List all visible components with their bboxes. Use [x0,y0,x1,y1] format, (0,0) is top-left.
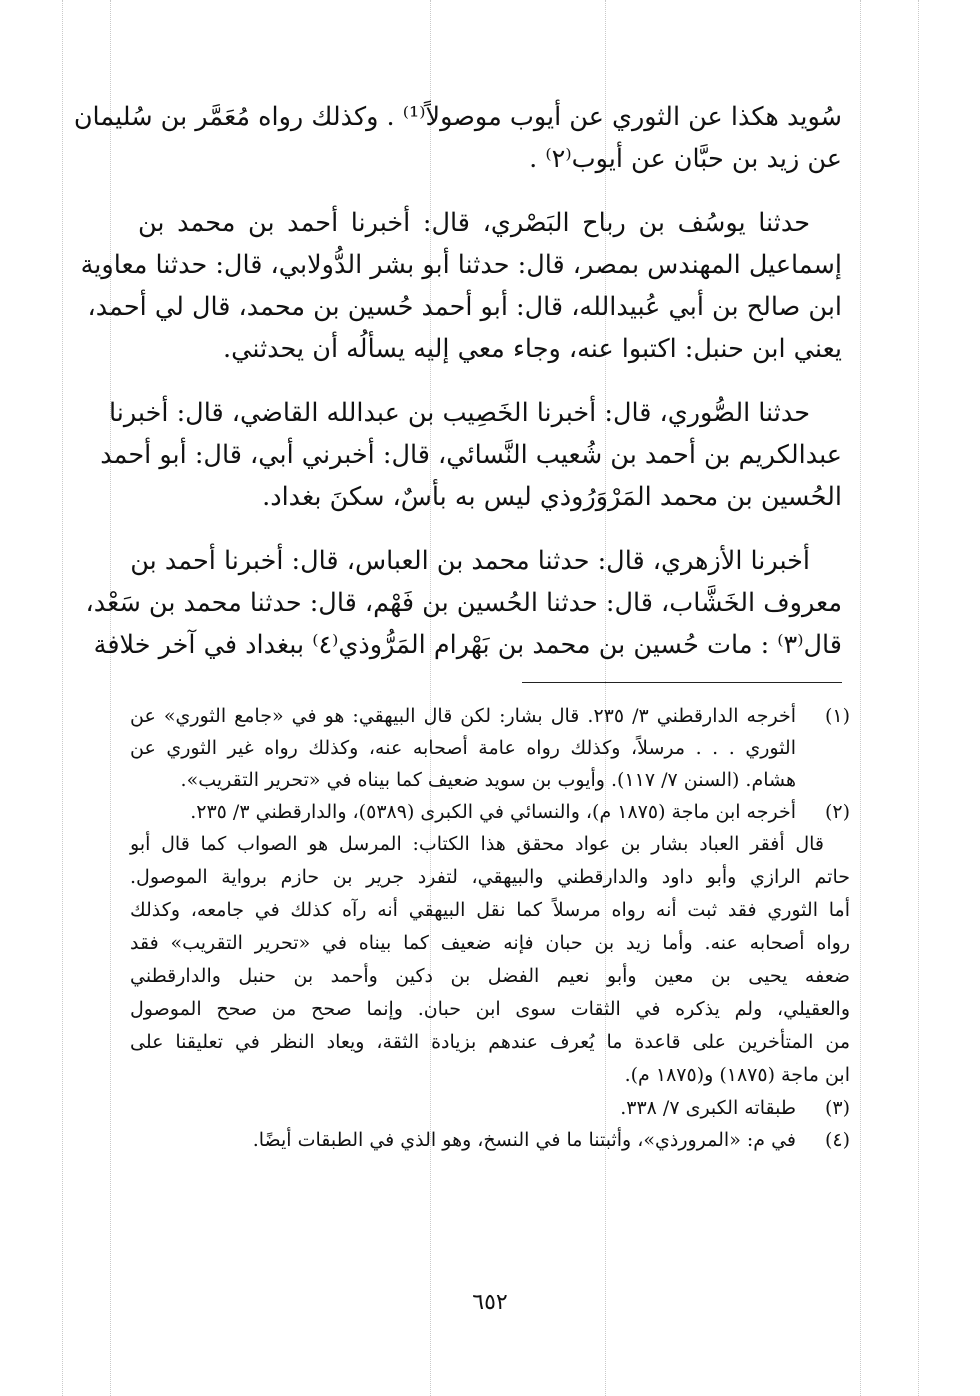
text-line: عبدالكريم بن أحمد بن شُعيب النَّسائي، قال: أخبرني أبي، قال: أبو أحمد [100,440,842,470]
scan-mark [62,0,63,1396]
footnotes [130,700,850,1156]
text-line: أخبرنا الأزهري، قال: حدثنا محمد بن العباس، قال: أخبرنا أحمد بن [130,546,810,576]
footnote-body [130,700,796,796]
footnote-line: هشام. (السنن ٧/ ١١٧). وأيوب بن سويد ضعيف كما بيناه في «تحرير التقريب». [180,769,796,791]
note-line: من المتأخرين على قاعدة ما يُعرف عندهم بزيادة الثقة، ويعاد النظر في تعليقنا على [130,1031,850,1053]
footnote-line: أخرجه ابن ماجة (١٨٧٥ م)، والنسائي في الكبرى (٥٣٨٩)، والدارقطني ٣/ ٢٣٥. [190,801,796,823]
main-text [73,96,842,688]
scan-mark [110,0,111,1396]
footnote-2 [130,796,850,828]
note-line: حاتم الرازي وأبو داود والدارقطني والبيهقي، لتفرد جرير بن حازم برواية الموصول. [130,866,850,888]
scan-mark [860,0,861,1396]
text-line: إسماعيل المهندس بمصر، قال: حدثنا أبو بشر الدُّولابي، قال: حدثنا معاوية [80,250,842,280]
paragraph [80,202,842,370]
footnote-line: أخرجه الدارقطني ٣/ ٢٣٥. قال بشار: لكن قال البيهقي: هو في «جامع الثوري» عن [130,705,796,727]
footnote-line: الثوري . . . مرسلاً، وكذلك رواه عامة أصحابه عنه، وكذلك رواه غير الثوري عن [130,737,796,759]
text-line: ابن صالح بن أبي عُبيدالله، قال: أبو أحمد حُسين بن محمد، قال لي أحمد، [87,292,842,322]
text-line: يعني ابن حنبل: اكتبوا عنه، وجاء معي إليه يسألُه أن يحدثني. [223,334,842,364]
text-line: حدثنا الصُّوري، قال: أخبرنا الخَصِيب بن عبدالله القاضي، قال: أخبرنا [108,398,810,428]
text-line: حدثنا يوسُف بن رباح البَصْري، قال: أخبرنا أحمد بن محمد بن [138,208,810,238]
text-line: سُويد هكذا عن الثوري عن أيوب موصولاً⁽¹⁾ . وكذلك رواه مُعَمَّر بن سُليمان [73,102,842,132]
footnote-3 [130,1092,850,1124]
footnote-body [130,1124,796,1156]
text-line: الحُسين بن محمد المَرْوَرُوذي ليس به بأسٌ، سكنَ بغداد. [262,482,842,512]
scan-mark [918,0,919,1396]
text-line: معروف الخَشَّاب، قال: حدثنا الحُسين بن فَهْم، قال: حدثنا محمد بن سَعْد، [85,588,842,618]
note-line: والعقيلي، ولم يذكره في الثقات سوى ابن حبان. وإنما صحح من صحح الموصول [130,998,850,1020]
editor-note [130,828,850,1092]
text-line: عن زيد بن حبَّان عن أيوب⁽٢⁾ . [529,144,842,174]
footnote-number: (١) [824,705,850,727]
note-line: ضعفه يحيى بن معين وأبو نعيم الفضل بن دكين وأحمد بن حنبل والدارقطني [130,965,850,987]
page-number: ٦٥٢ [472,1290,508,1315]
footnote-4 [130,1124,850,1156]
footnote-number: (٣) [824,1097,850,1119]
text-line: قال⁽٣⁾ : مات حُسين بن محمد بن بَهْرام المَرُّوذي⁽٤⁾ ببغداد في آخر خلافة [93,630,842,660]
footnote-line: في م: «المرورذي»، وأثبتنا ما في النسخ، وهو الذي في الطبقات أيضًا. [252,1129,796,1151]
footnote-line: طبقاته الكبرى ٧/ ٣٣٨. [620,1097,796,1119]
note-line: ابن ماجة (١٨٧٥) و(١٨٧٥ م). [624,1064,850,1086]
note-line: أما الثوري فقد ثبت أنه رواه مرسلاً كما نقل البيهقي أنه رآه كذلك في جامعه، وكذلك [130,899,850,921]
footnote-body [130,1092,796,1124]
footnote-separator [522,682,842,683]
paragraph [73,96,842,180]
footnote-number: (٢) [824,801,850,823]
paragraph [85,540,842,666]
note-line: قال أفقر العباد بشار بن عواد محقق هذا الكتاب: المرسل هو الصواب كما قال أبو [130,833,824,855]
note-line: رواه أصحابه عنه. وأما زيد بن حبان فإنه ضعيف كما بيناه في «تحرير التقريب» فقد [130,932,850,954]
footnote-1 [130,700,850,796]
paragraph [100,392,842,518]
footnote-number: (٤) [824,1129,850,1151]
footnote-body [130,796,796,828]
